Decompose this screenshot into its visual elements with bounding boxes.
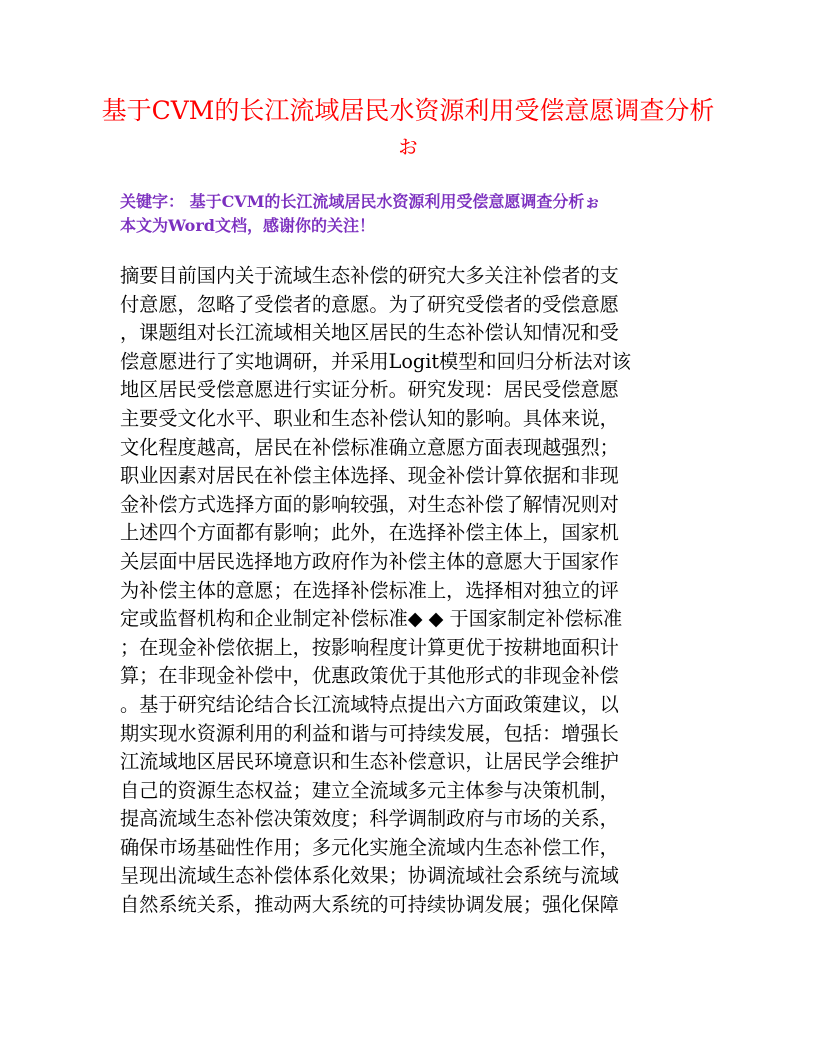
abstract-body [120,262,700,920]
body-line: 呈现出流域生态补偿体系化效果；协调流域社会系统与流域 [120,864,619,888]
body-line: 自己的资源生态权益；建立全流域多元主体参与决策机制， [120,778,619,802]
document-title: 基于CVM的长江流域居民水资源利用受偿意愿调查分析ぉ [101,96,715,159]
body-line: 江流域地区居民环境意识和生态补偿意识，让居民学会维护 [120,750,619,774]
body-line: ，课题组对长江流域相关地区居民的生态补偿认知情况和受 [120,321,619,345]
keywords-block [120,190,700,238]
body-line: 上述四个方面都有影响；此外，在选择补偿主体上，国家机 [120,521,619,545]
body-line: 提高流域生态补偿决策效度；科学调制政府与市场的关系， [120,807,619,831]
body-line: 自然系统关系，推动两大系统的可持续协调发展；强化保障 [120,893,619,917]
body-line: 摘要目前国内关于流域生态补偿的研究大多关注补偿者的支 [120,264,619,287]
body-line: 关层面中居民选择地方政府作为补偿主体的意愿大于国家作 [120,549,619,573]
body-line: 。基于研究结论结合长江流域特点提出六方面政策建议，以 [120,692,619,716]
body-line: 付意愿，忽略了受偿者的意愿。为了研究受偿者的受偿意愿 [120,292,619,316]
body-line: 地区居民受偿意愿进行实证分析。研究发现：居民受偿意愿 [120,378,619,402]
body-line: 文化程度越高，居民在补偿标准确立意愿方面表现越强烈； [120,435,619,459]
body-line: 职业因素对居民在补偿主体选择、现金补偿计算依据和非现 [120,464,619,488]
body-line: 为补偿主体的意愿；在选择补偿标准上，选择相对独立的评 [120,578,619,602]
body-line: 定或监督机构和企业制定补偿标准◆ ◆ 于国家制定补偿标准 [120,607,623,631]
body-line: 确保市场基础性作用；多元化实施全流域内生态补偿工作， [120,835,619,859]
body-line: ；在现金补偿依据上，按影响程度计算更优于按耕地面积计 [120,635,619,659]
body-line: 金补偿方式选择方面的影响较强，对生态补偿了解情况则对 [120,492,619,516]
keywords-line: 关键字： 基于CVM的长江流域居民水资源利用受偿意愿调查分析ぉ [120,192,601,211]
body-line: 算；在非现金补偿中，优惠政策优于其他形式的非现金补偿 [120,664,619,688]
word-notice-line: 本文为Word文档，感谢你的关注！ [120,216,375,235]
body-line: 主要受文化水平、职业和生态补偿认知的影响。具体来说， [120,406,619,430]
body-line: 偿意愿进行了实地调研，并采用Logit模型和回归分析法对该 [120,349,631,373]
body-line: 期实现水资源利用的利益和谐与可持续发展，包括：增强长 [120,721,619,745]
